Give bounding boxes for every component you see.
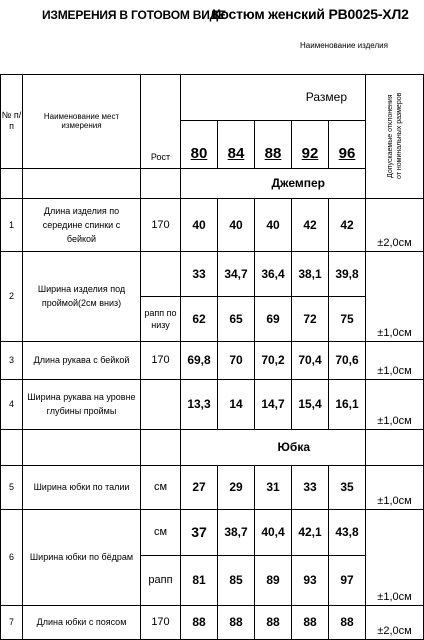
section-jumper: Джемпер	[181, 168, 366, 198]
col-header-no: № п/п	[1, 74, 23, 168]
size-header-88: 88	[255, 120, 292, 168]
col-header-name: Наименование мест измерения	[23, 74, 141, 168]
row-name: Ширина юбки по талии	[23, 465, 141, 509]
col-header-tolerance	[366, 74, 424, 198]
cell-value: 85	[218, 555, 255, 605]
col-header-rost: Рост	[141, 74, 181, 168]
cell-value: 75	[329, 296, 366, 341]
cell-value: 40	[255, 198, 292, 251]
cell-value: 34,7	[218, 251, 255, 296]
cell-value: 42,1	[292, 509, 329, 555]
row-no: 7	[1, 605, 23, 639]
tolerance-header-text: Допускаемые отклонения от номинальных размеров	[386, 92, 403, 180]
cell-value: 31	[255, 465, 292, 509]
cell-value: 40,4	[255, 509, 292, 555]
cell-value: 88	[218, 605, 255, 639]
product-title: Костюм женский РВ0025-ХЛ2	[212, 6, 409, 22]
table-row	[1, 509, 424, 555]
cell-value: 39,8	[329, 251, 366, 296]
cell-value: 14,7	[255, 379, 292, 429]
cell-value: 33	[181, 251, 218, 296]
row-rost: 170	[141, 605, 181, 639]
cell-value: 27	[181, 465, 218, 509]
cell-value: 70,2	[255, 341, 292, 379]
section-jumper-row	[1, 168, 424, 198]
row-tolerance: ±1,0см	[366, 465, 424, 509]
table-row	[1, 605, 424, 639]
product-subtitle: Наименование изделия	[300, 41, 388, 50]
row-name: Длина изделия по середине спинки с бейкой	[23, 198, 141, 251]
row-rost: рапп	[141, 555, 181, 605]
header-row-1	[1, 74, 424, 120]
row-name: Длина юбки с поясом	[23, 605, 141, 639]
cell-value: 43,8	[329, 509, 366, 555]
cell-value: 69	[255, 296, 292, 341]
table-row	[1, 198, 424, 251]
row-tolerance: ±1,0см	[366, 379, 424, 429]
cell-value: 35	[329, 465, 366, 509]
cell-value: 38,1	[292, 251, 329, 296]
table-row	[1, 379, 424, 429]
row-tolerance: ±1,0см	[366, 251, 424, 341]
row-name: Длина рукава с бейкой	[23, 341, 141, 379]
cell-value: 38,7	[218, 509, 255, 555]
cell-value: 40	[181, 198, 218, 251]
row-no: 4	[1, 379, 23, 429]
document-title: ИЗМЕРЕНИЯ В ГОТОВОМ ВИДЕ	[42, 8, 226, 22]
row-rost: рапп по низу	[141, 296, 181, 341]
header-blank-row	[1, 56, 424, 74]
cell-value: 88	[292, 605, 329, 639]
cell-value: 14	[218, 379, 255, 429]
row-no: 2	[1, 251, 23, 341]
table-row	[1, 341, 424, 379]
size-header-92: 92	[292, 120, 329, 168]
row-rost: см	[141, 509, 181, 555]
size-header-84: 84	[218, 120, 255, 168]
col-header-size-group: Размер	[181, 74, 366, 120]
cell-value: 88	[329, 605, 366, 639]
cell-value: 88	[181, 605, 218, 639]
row-tolerance: ±1,0см	[366, 509, 424, 605]
cell-value: 70	[218, 341, 255, 379]
cell-value: 29	[218, 465, 255, 509]
section-skirt-row	[1, 429, 424, 465]
row-no: 6	[1, 509, 23, 605]
cell-value: 93	[292, 555, 329, 605]
cell-value: 37	[181, 509, 218, 555]
size-header-80: 80	[181, 120, 218, 168]
cell-value: 16,1	[329, 379, 366, 429]
cell-value: 89	[255, 555, 292, 605]
cell-value: 65	[218, 296, 255, 341]
cell-value: 36,4	[255, 251, 292, 296]
cell-value: 42	[292, 198, 329, 251]
row-no: 3	[1, 341, 23, 379]
row-rost: см	[141, 465, 181, 509]
row-name: Ширина изделия под проймой(2см вниз)	[23, 251, 141, 341]
section-skirt: Юбка	[181, 429, 366, 465]
cell-value: 69,8	[181, 341, 218, 379]
row-rost	[141, 379, 181, 429]
row-no: 1	[1, 198, 23, 251]
cell-value: 97	[329, 555, 366, 605]
cell-value: 62	[181, 296, 218, 341]
row-name: Ширина рукава на уровне глубины проймы	[23, 379, 141, 429]
row-rost	[141, 251, 181, 296]
cell-value: 40	[218, 198, 255, 251]
cell-value: 88	[255, 605, 292, 639]
cell-value: 70,6	[329, 341, 366, 379]
cell-value: 81	[181, 555, 218, 605]
cell-value: 15,4	[292, 379, 329, 429]
table-row	[1, 465, 424, 509]
row-tolerance: ±2,0см	[366, 605, 424, 639]
size-header-96: 96	[329, 120, 366, 168]
cell-value: 33	[292, 465, 329, 509]
measurements-table	[0, 56, 424, 640]
row-name: Ширина юбки по бёдрам	[23, 509, 141, 605]
cell-value: 42	[329, 198, 366, 251]
row-tolerance: ±2,0см	[366, 198, 424, 251]
row-tolerance: ±1,0см	[366, 341, 424, 379]
row-rost: 170	[141, 198, 181, 251]
row-rost: 170	[141, 341, 181, 379]
cell-value: 13,3	[181, 379, 218, 429]
row-no: 5	[1, 465, 23, 509]
cell-value: 72	[292, 296, 329, 341]
table-row	[1, 251, 424, 296]
cell-value: 70,4	[292, 341, 329, 379]
